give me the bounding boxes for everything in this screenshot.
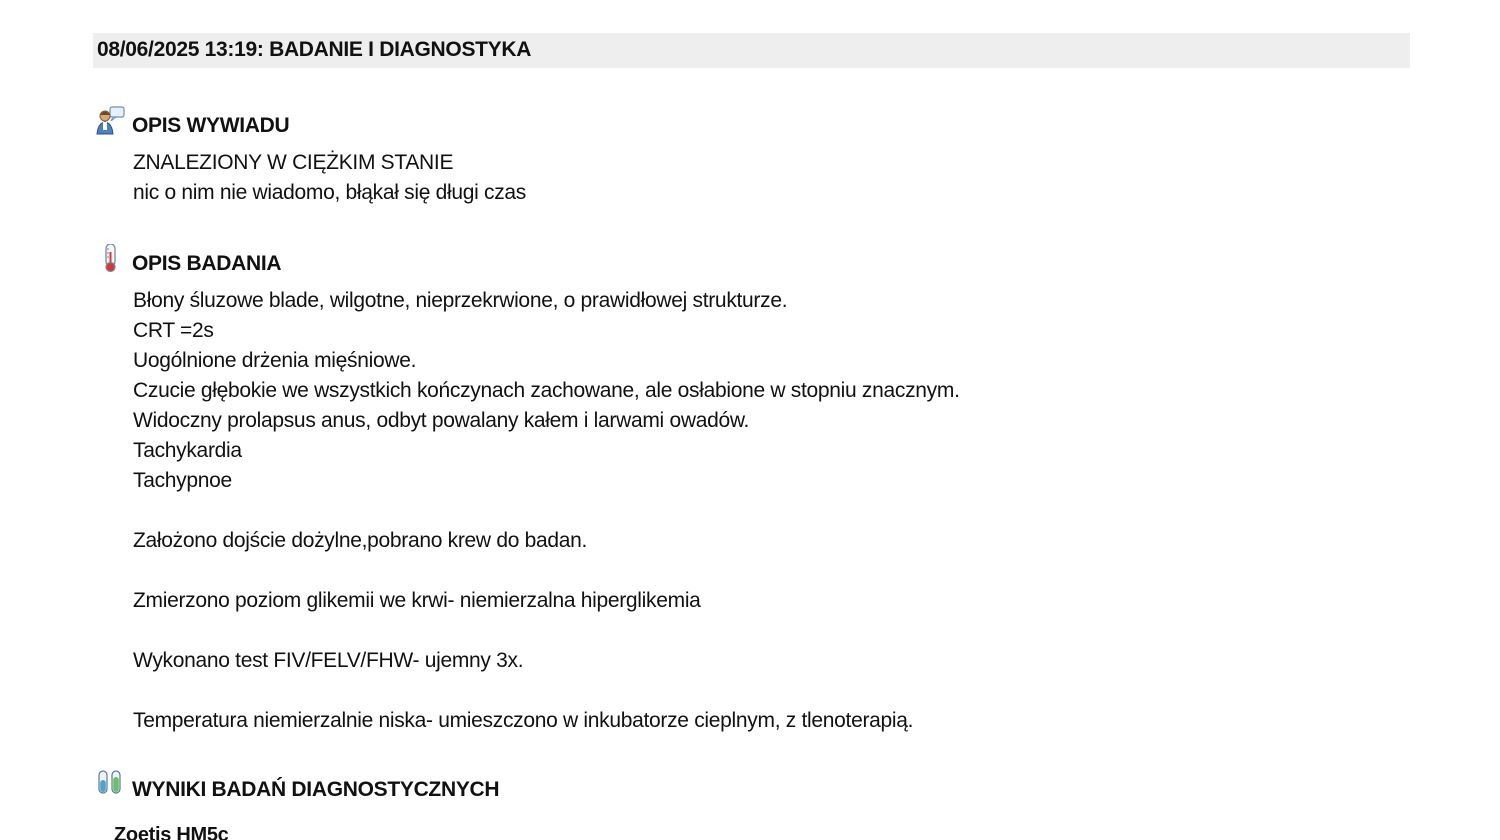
text-line: ZNALEZIONY W CIĘŻKIM STANIE: [133, 151, 454, 174]
text-line: Uogólnione drżenia mięśniowe.: [133, 349, 417, 372]
interview-title: OPIS WYWIADU: [132, 114, 290, 137]
text-line: Błony śluzowe blade, wilgotne, nieprzekrwione, o prawidłowej strukturze.: [133, 289, 788, 312]
text-line: Temperatura niemierzalnie niska- umieszczono w inkubatorze cieplnym, z tlenoterapią.: [133, 709, 914, 732]
text-line: Tachykardia: [133, 439, 242, 462]
doctor-speech-icon: [96, 106, 126, 136]
text-line: Widoczny prolapsus anus, odbyt powalany kałem i larwami owadów.: [133, 409, 750, 432]
text-line: Czucie głębokie we wszystkich kończynach zachowane, ale osłabione w stopniu znacznym.: [133, 379, 960, 402]
record-header: [93, 33, 1410, 68]
text-line: [133, 616, 960, 646]
diagnostics-title: WYNIKI BADAŃ DIAGNOSTYCZNYCH: [132, 778, 500, 801]
text-line: Zmierzono poziom glikemii we krwi- niemierzalna hiperglikemia: [133, 589, 701, 612]
text-line: Wykonano test FIV/FELV/FHW- ujemny 3x.: [133, 649, 524, 672]
text-line: [133, 496, 960, 526]
text-line: [133, 556, 960, 586]
interview-text: [133, 148, 526, 208]
text-line: [133, 676, 960, 706]
text-line: nic o nim nie wiadomo, błąkał się długi czas: [133, 181, 526, 204]
record-header-title: 08/06/2025 13:19: BADANIE I DIAGNOSTYKA: [97, 38, 532, 61]
exam-title: OPIS BADANIA: [132, 252, 282, 275]
text-line: Założono dojście dożylne,pobrano krew do badan.: [133, 529, 588, 552]
text-line: Tachypnoe: [133, 469, 232, 492]
thermometer-icon: [96, 244, 126, 274]
text-line: CRT =2s: [133, 319, 214, 342]
diagnostics-first-item: Zoetis HM5c: [114, 824, 229, 840]
test-tubes-icon: [96, 770, 126, 800]
exam-text: [133, 286, 960, 736]
